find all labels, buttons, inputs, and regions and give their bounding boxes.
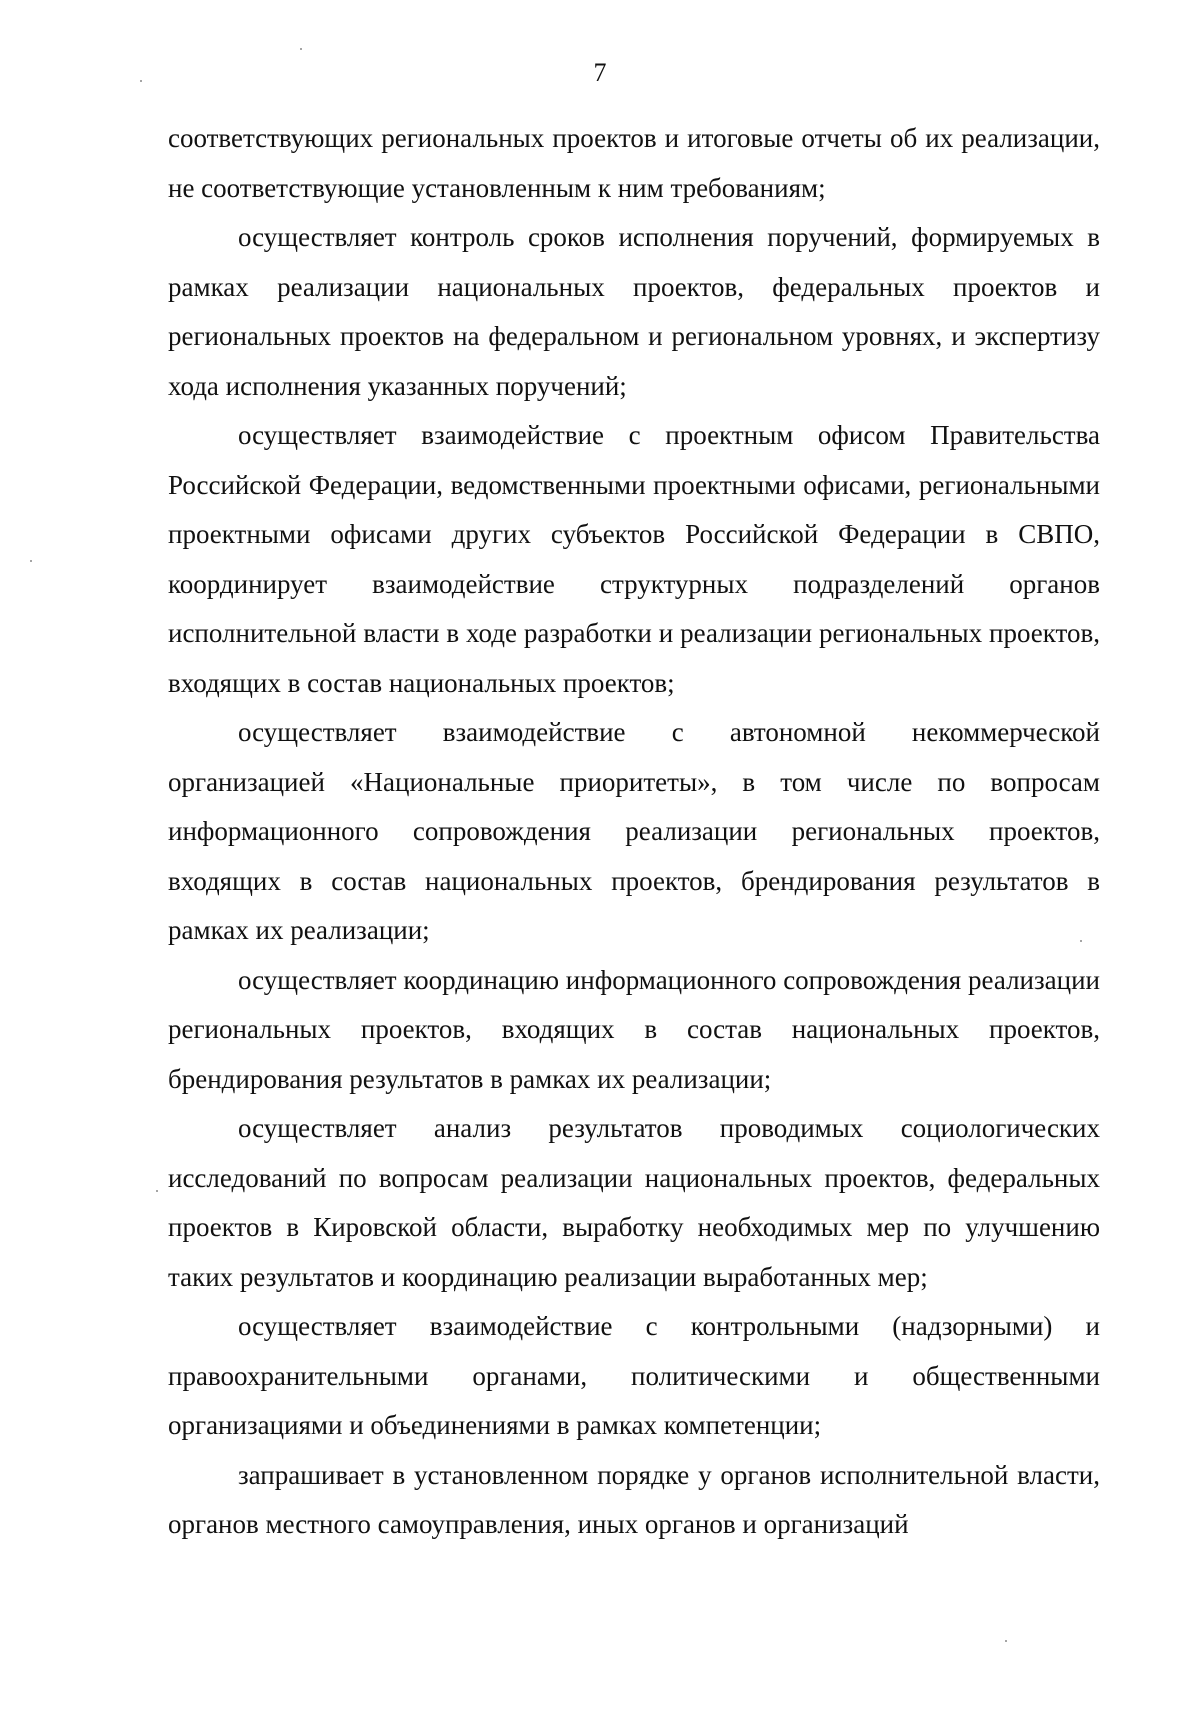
scan-speck bbox=[1005, 1640, 1007, 1642]
page-number: 7 bbox=[593, 58, 607, 87]
scan-speck bbox=[156, 1190, 158, 1192]
paragraph-deadline-control: осуществляет контроль сроков исполнения поручений, формируемых в рамках реализации национальных проектов, федеральных проектов и региональных проектов на федеральном и региональном уровнях, и экспертизу хода исполнения указанных поручений; bbox=[168, 222, 1100, 401]
paragraph-requests: запрашивает в установленном порядке у органов исполнительной власти, органов местного самоуправления, иных органов и организаций bbox=[168, 1459, 1100, 1539]
paragraph-continuation: соответствующих региональных проектов и итоговые отчеты об их реализации, не соответствующие установленным к ним требованиям; bbox=[168, 123, 1100, 203]
paragraph-project-office-interaction: осуществляет взаимодействие с проектным офисом Правительства Российской Федерации, ведомственными проектными офисами, региональными проектными офисами других субъектов Российской Федерации в СВПО, координирует взаимодействие структурных подразделений органов исполнительной власти в ходе разработки и реализации региональных проектов, входящих в состав национальных проектов; bbox=[168, 420, 1100, 698]
paragraph-national-priorities: осуществляет взаимодействие с автономной некоммерческой организацией «Национальные приоритеты», в том числе по вопросам информационного сопровождения реализации региональных проектов, входящих в состав национальных проектов, брендирования результатов в рамках их реализации; bbox=[168, 717, 1100, 945]
document-body bbox=[168, 114, 1100, 1550]
scan-speck bbox=[300, 48, 302, 50]
scan-speck bbox=[140, 80, 142, 82]
scan-speck bbox=[1080, 940, 1082, 942]
paragraph-information-support: осуществляет координацию информационного сопровождения реализации региональных проектов, входящих в состав национальных проектов, брендирования результатов в рамках их реализации; bbox=[168, 964, 1100, 1094]
scan-speck bbox=[30, 560, 32, 562]
paragraph-sociological-analysis: осуществляет анализ результатов проводимых социологических исследований по вопросам реализации национальных проектов, федеральных проектов в Кировской области, выработку необходимых мер по улучшению таких результатов и координацию реализации выработанных мер; bbox=[168, 1113, 1100, 1292]
paragraph-supervisory-bodies: осуществляет взаимодействие с контрольными (надзорными) и правоохранительными органами, политическими и общественными организациями и объединениями в рамках компетенции; bbox=[168, 1311, 1100, 1440]
